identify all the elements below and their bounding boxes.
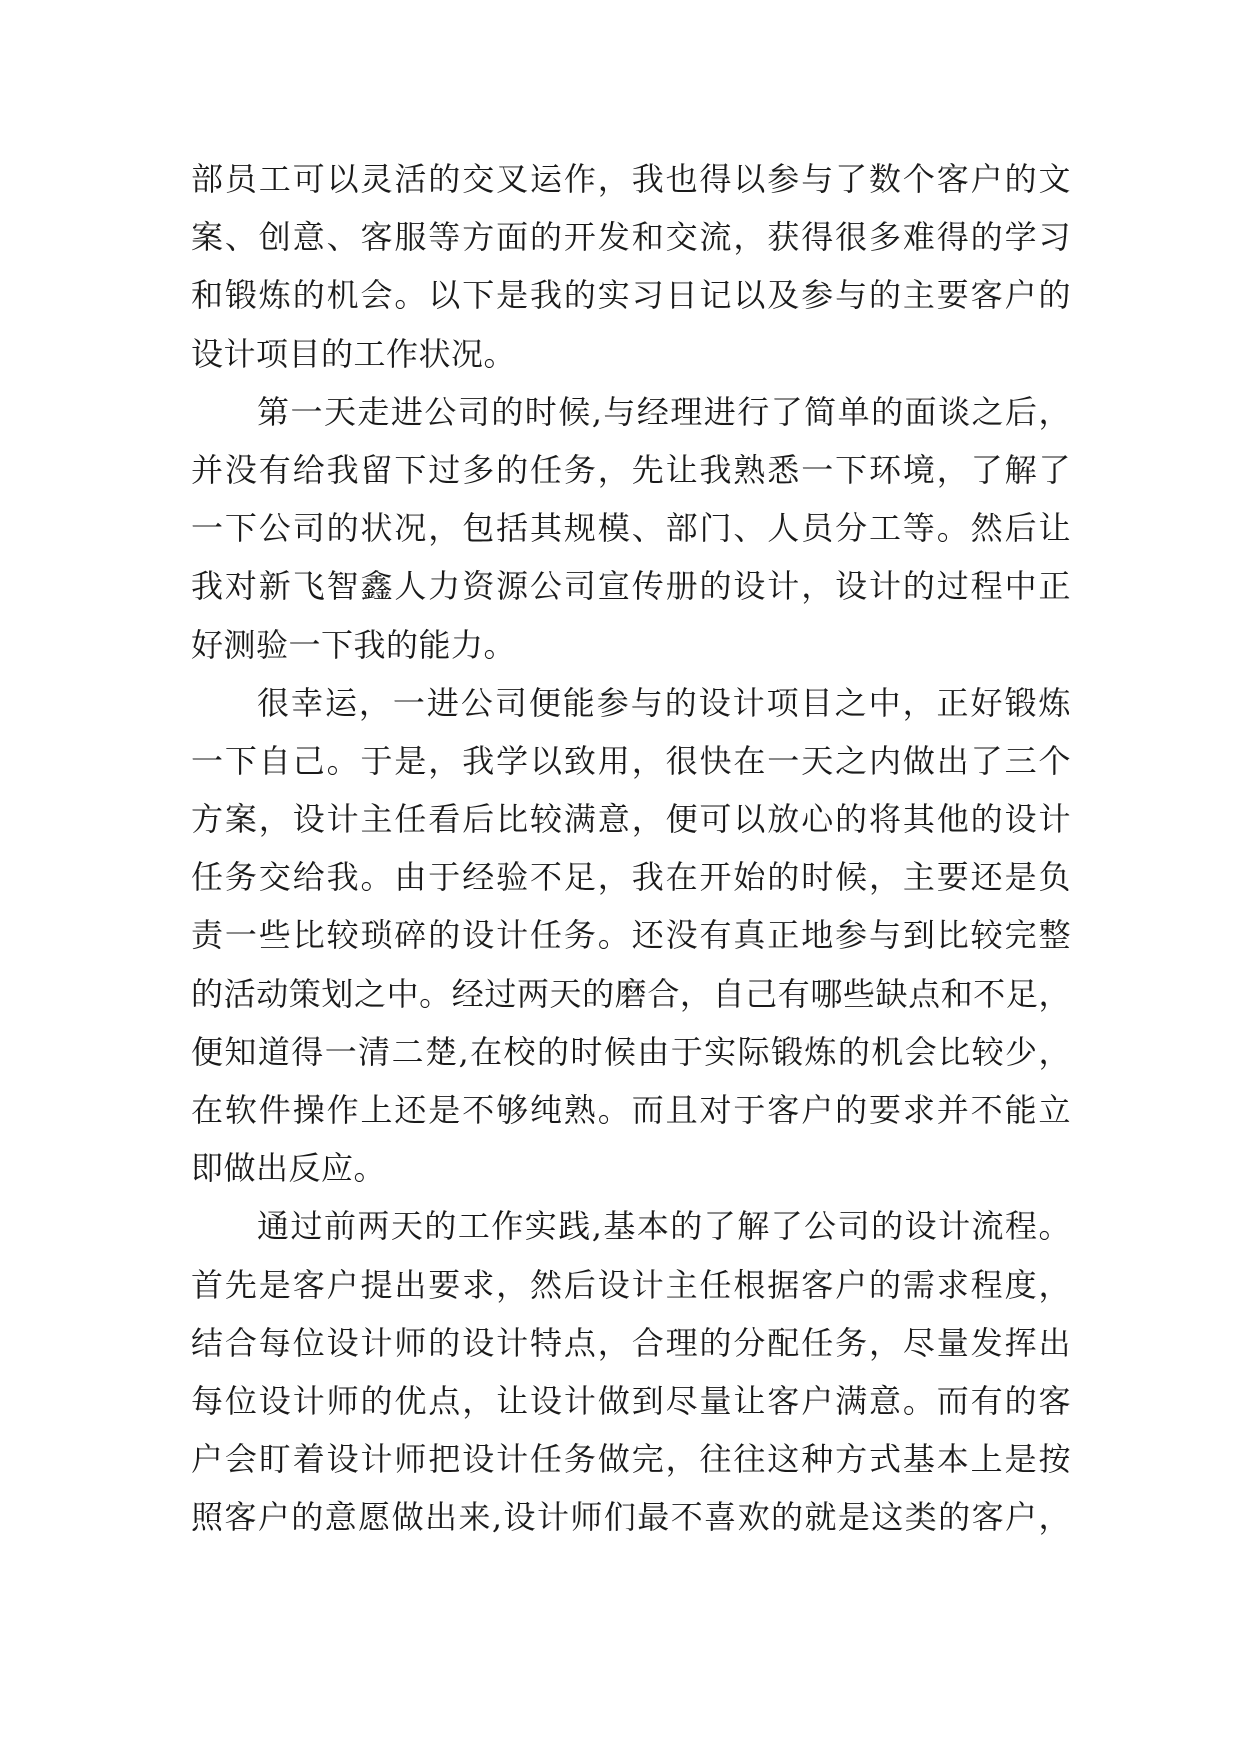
document-body — [191, 150, 1071, 1547]
text-line: 在软件操作上还是不够纯熟。而且对于客户的要求并不能立 — [191, 1091, 1071, 1129]
text-line: 一下公司的状况，包括其规模、部门、人员分工等。然后让 — [191, 509, 1071, 548]
text-line: 一下自己。于是，我学以致用，很快在一天之内做出了三个 — [191, 741, 1071, 780]
text-line: 结合每位设计师的设计特点，合理的分配任务，尽量发挥出 — [191, 1323, 1071, 1362]
text-line: 即做出反应。 — [191, 1149, 387, 1188]
text-line: 设计项目的工作状况。 — [191, 334, 517, 373]
text-line: 很幸运，一进公司便能参与的设计项目之中，正好锻炼 — [257, 683, 1071, 722]
text-line: 并没有给我留下过多的任务，先让我熟悉一下环境，了解了 — [191, 450, 1071, 489]
text-line: 的活动策划之中。经过两天的磨合，自己有哪些缺点和不足， — [191, 974, 1071, 1013]
text-line: 方案，设计主任看后比较满意，便可以放心的将其他的设计 — [191, 800, 1071, 839]
text-line: 每位设计师的优点，让设计做到尽量让客户满意。而有的客 — [191, 1381, 1071, 1420]
text-line: 户会盯着设计师把设计任务做完，往往这种方式基本上是按 — [191, 1440, 1071, 1479]
text-line: 和锻炼的机会。以下是我的实习日记以及参与的主要客户的 — [191, 276, 1071, 315]
text-line: 部员工可以灵活的交叉运作，我也得以参与了数个客户的文 — [191, 160, 1071, 198]
text-line: 便知道得一清二楚,在校的时候由于实际锻炼的机会比较少， — [191, 1032, 1071, 1071]
text-line: 任务交给我。由于经验不足，我在开始的时候，主要还是负 — [191, 858, 1071, 897]
text-line: 好测验一下我的能力。 — [191, 625, 517, 664]
text-line: 我对新飞智鑫人力资源公司宣传册的设计，设计的过程中正 — [191, 567, 1071, 606]
text-line: 首先是客户提出要求，然后设计主任根据客户的需求程度， — [191, 1265, 1071, 1304]
text-line: 通过前两天的工作实践,基本的了解了公司的设计流程。 — [257, 1207, 1071, 1246]
text-line: 照客户的意愿做出来,设计师们最不喜欢的就是这类的客户， — [191, 1498, 1071, 1537]
text-line: 第一天走进公司的时候,与经理进行了简单的面谈之后， — [257, 392, 1071, 431]
text-line: 案、创意、客服等方面的开发和交流，获得很多难得的学习 — [191, 218, 1071, 257]
text-line: 责一些比较琐碎的设计任务。还没有真正地参与到比较完整 — [191, 916, 1071, 955]
